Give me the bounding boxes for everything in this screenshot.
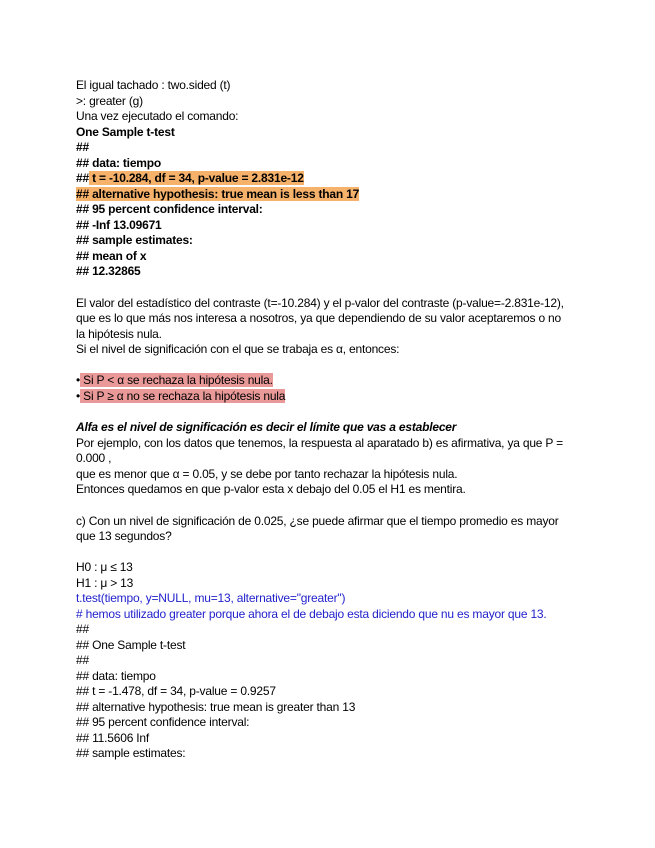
code-comment: # hemos utilizado greater porque ahora el de debajo esta diciendo que nu es mayor que 13. bbox=[76, 607, 547, 621]
question-c-line-1: c) Con un nivel de significación de 0.025, ¿se puede afirmar que el tiempo promedio es mayor bbox=[76, 514, 559, 528]
output1-data: ## data: tiempo bbox=[76, 156, 162, 170]
intro-line-2: >: greater (g) bbox=[76, 94, 143, 108]
alpha-line-1: Por ejemplo, con los datos que tenemos, la respuesta al aparatado b) es afirmativa, ya que P = bbox=[76, 436, 563, 450]
output2-line-4: ## data: tiempo bbox=[76, 669, 156, 683]
question-c-line-2: que 13 segundos? bbox=[76, 529, 172, 543]
para1-line-3: la hipótesis nula. bbox=[76, 327, 162, 341]
output1-title: One Sample t-test bbox=[76, 125, 175, 139]
output2-line-7: ## 95 percent confidence interval: bbox=[76, 715, 250, 729]
output1-stat-hash: ## bbox=[76, 171, 89, 185]
output2-line-1: ## bbox=[76, 622, 89, 636]
rule-accept bbox=[76, 388, 285, 404]
para1-line-2: que es lo que más nos interesa a nosotros, ya que dependiendo de su valor aceptaremos o no bbox=[76, 311, 561, 325]
output1-est-value: ## 12.32865 bbox=[76, 264, 141, 278]
rule-reject bbox=[76, 372, 273, 388]
output1-alt-hypothesis bbox=[76, 186, 359, 202]
output2-line-9: ## sample estimates: bbox=[76, 746, 186, 760]
output2-line-2: ## One Sample t-test bbox=[76, 638, 186, 652]
output1-ci-value: ## -Inf 13.09671 bbox=[76, 218, 162, 232]
output2-line-6: ## alternative hypothesis: true mean is greater than 13 bbox=[76, 700, 356, 714]
output1-alt-highlight: ## alternative hypothesis: true mean is less than 17 bbox=[76, 187, 360, 201]
bullet-icon: • bbox=[76, 389, 81, 403]
rule-accept-text: Si P ≥ α no se rechaza la hipótesis nula bbox=[80, 389, 286, 403]
intro-line-3: Una vez ejecutado el comando: bbox=[76, 109, 239, 123]
output1-ci-label: ## 95 percent confidence interval: bbox=[76, 202, 263, 216]
hypothesis-h1: H1 : μ > 13 bbox=[76, 576, 134, 590]
rule-reject-text: Si P < α se rechaza la hipótesis nula. bbox=[80, 373, 273, 387]
output1-blank: ## bbox=[76, 140, 89, 154]
alpha-line-3: que es menor que α = 0.05, y se debe por tanto rechazar la hipótesis nula. bbox=[76, 467, 458, 481]
output2-line-8: ## 11.5606 Inf bbox=[76, 731, 150, 745]
code-call: t.test(tiempo, y=NULL, mu=13, alternative="greater") bbox=[76, 591, 346, 605]
output1-stat-line bbox=[76, 170, 304, 186]
bullet-icon: • bbox=[76, 373, 81, 387]
para1-line-1: El valor del estadístico del contraste (t=-10.284) y el p-valor del contraste (p-value=-2.831e-12), bbox=[76, 296, 564, 310]
output1-est-label: ## sample estimates: bbox=[76, 233, 193, 247]
intro-line-1: El igual tachado : two.sided (t) bbox=[76, 78, 231, 92]
output2-line-5: ## t = -1.478, df = 34, p-value = 0.9257 bbox=[76, 684, 276, 698]
output1-est-name: ## mean of x bbox=[76, 249, 147, 263]
alpha-line-4: Entonces quedamos en que p-valor esta x debajo del 0.05 el H1 es mentira. bbox=[76, 482, 466, 496]
para1-line-4: Si el nivel de significación con el que se trabaja es α, entonces: bbox=[76, 342, 400, 356]
output1-stat-highlight: t = -10.284, df = 34, p-value = 2.831e-12 bbox=[88, 171, 304, 185]
output2-line-3: ## bbox=[76, 653, 89, 667]
alpha-line-2: 0.000 , bbox=[76, 451, 112, 465]
hypothesis-h0: H0 : μ ≤ 13 bbox=[76, 560, 133, 574]
alpha-heading: Alfa es el nivel de significación es decir el límite que vas a establecer bbox=[76, 420, 457, 434]
